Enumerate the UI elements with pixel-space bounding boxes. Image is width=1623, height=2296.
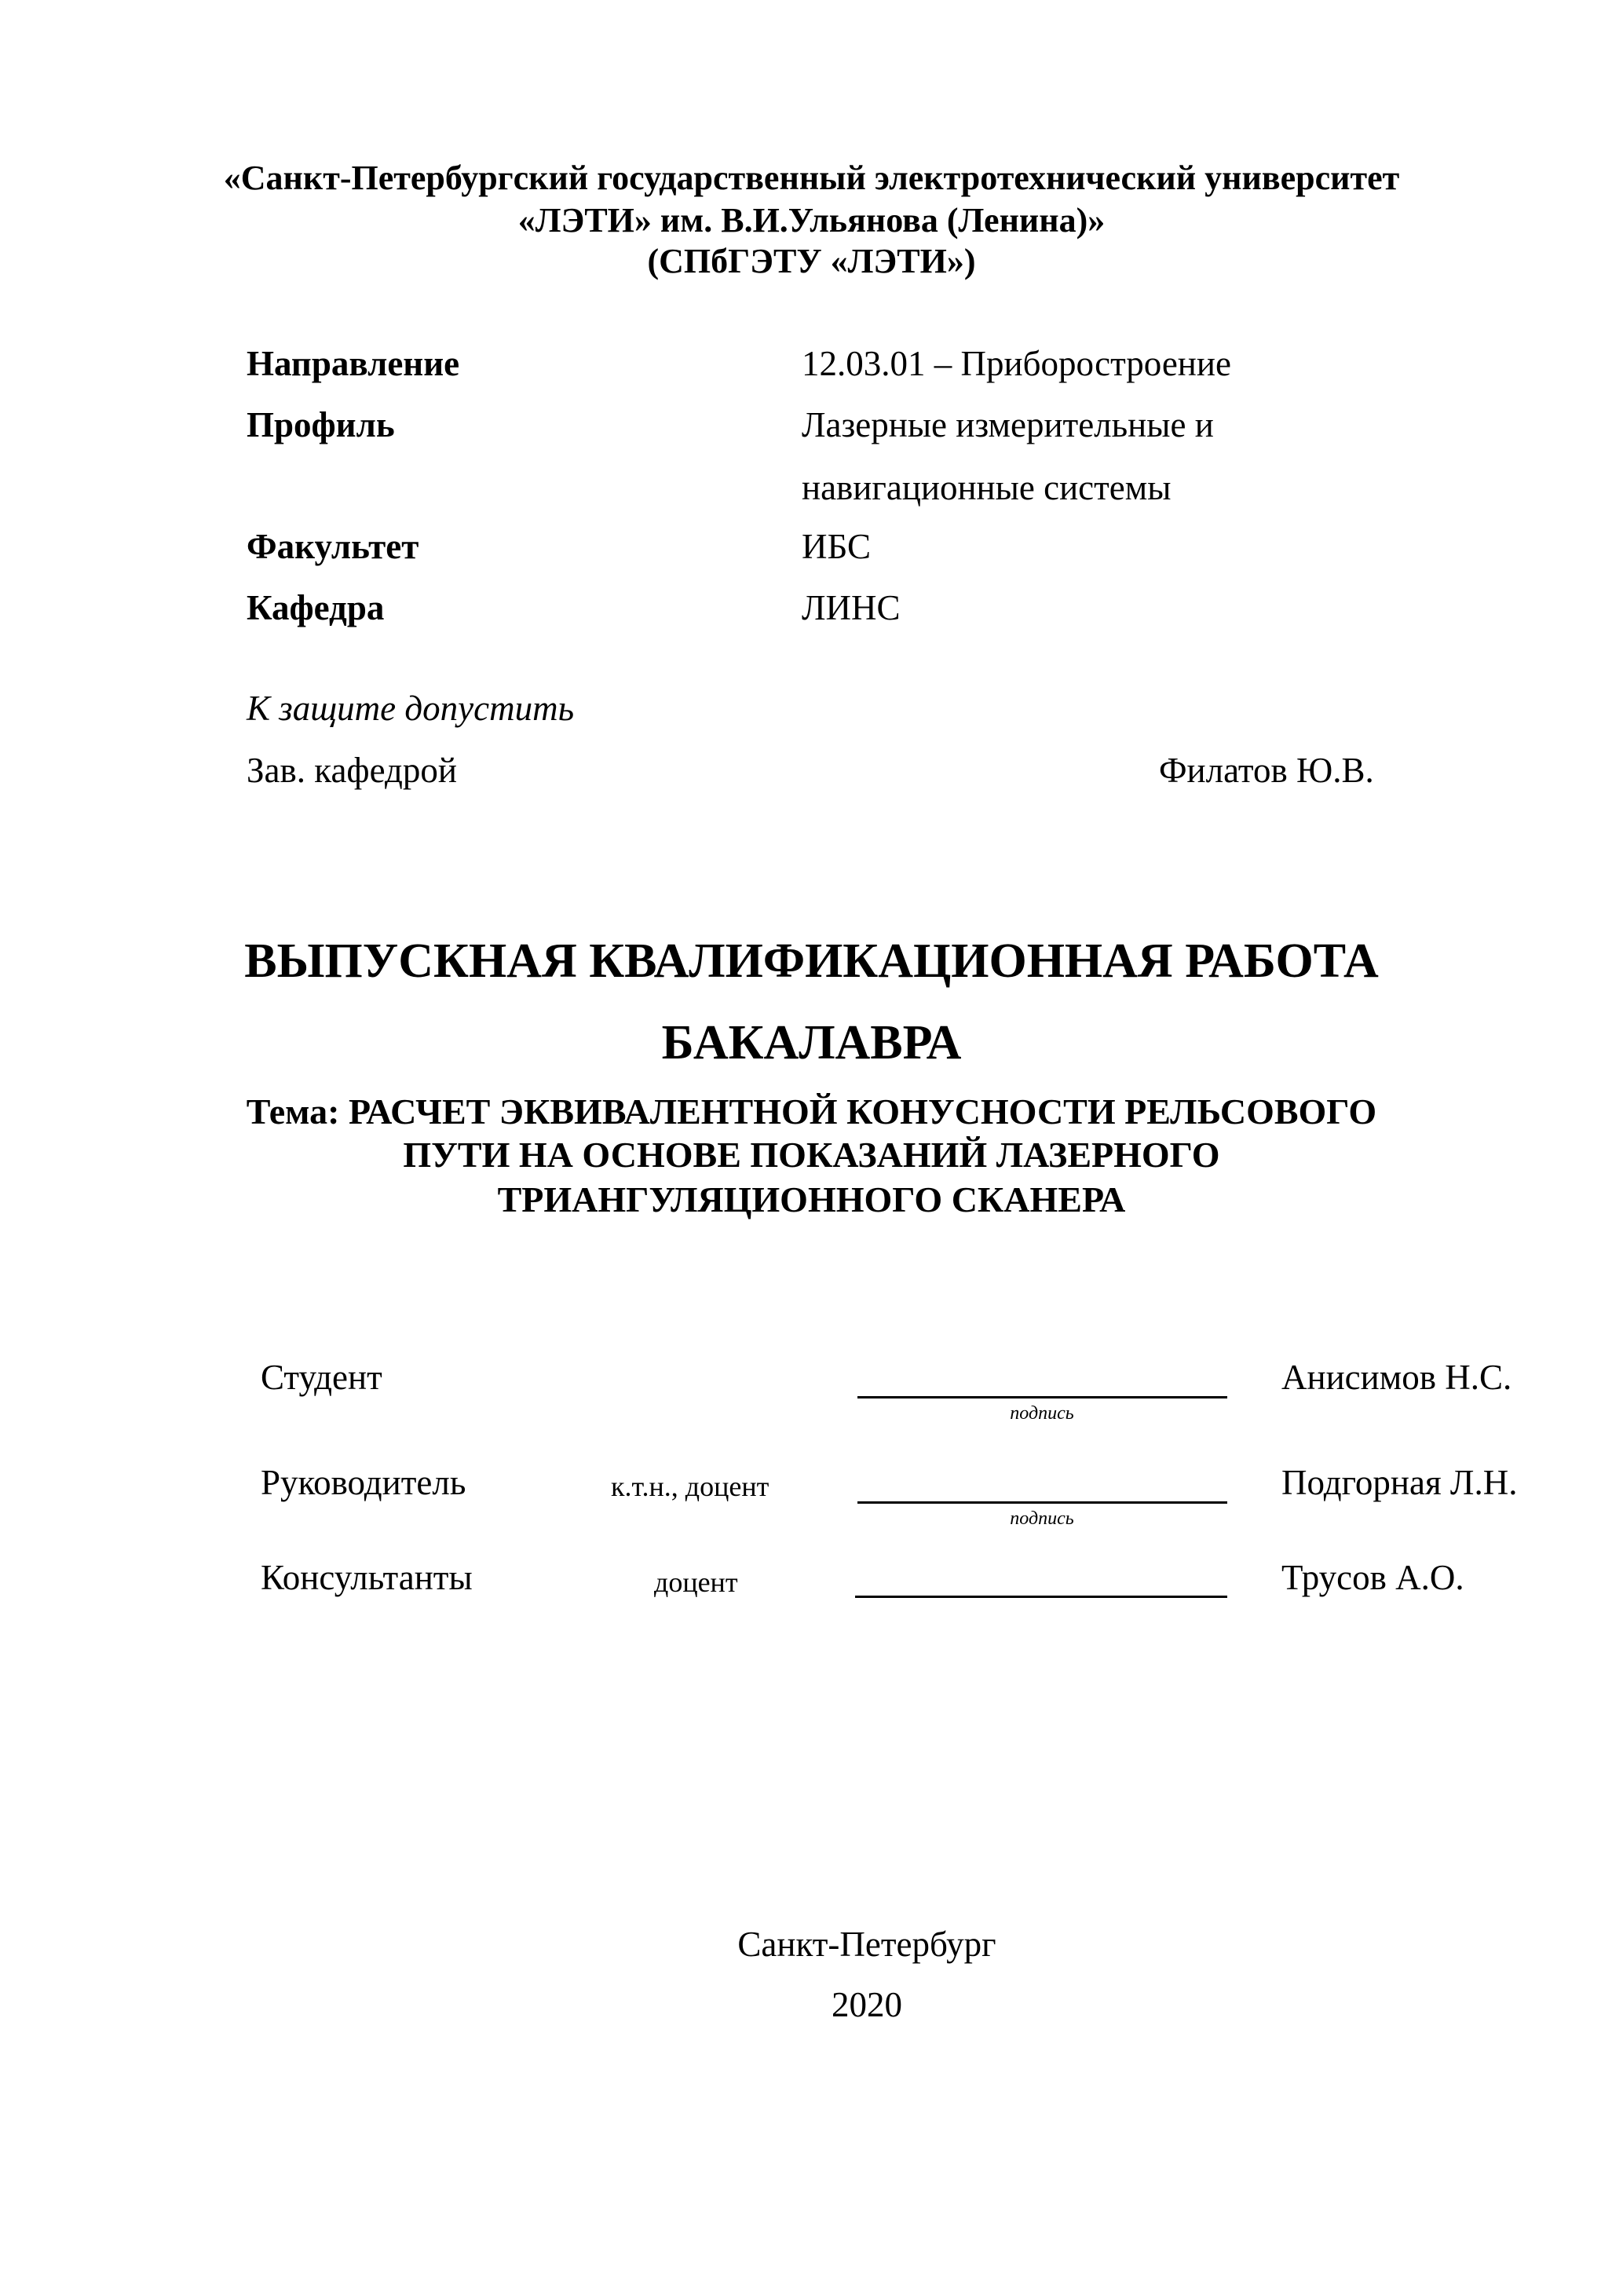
signature-line-consultant (855, 1596, 1227, 1598)
position-supervisor: к.т.н., доцент (611, 1471, 769, 1502)
document-title: ВЫПУСКНАЯ КВАЛИФИКАЦИОННАЯ РАБОТА (244, 934, 1379, 988)
topic-line3: ТРИАНГУЛЯЦИОННОГО СКАНЕРА (497, 1179, 1126, 1219)
info-value-faculty: ИБС (802, 527, 872, 566)
head-of-department-name: Филатов Ю.В. (1159, 751, 1374, 790)
head-of-department-label: Зав. кафедрой (247, 751, 457, 790)
year: 2020 (832, 1985, 902, 2024)
signature-line-supervisor (857, 1501, 1227, 1504)
topic-line1: Тема: РАСЧЕТ ЭКВИВАЛЕНТНОЙ КОНУСНОСТИ РЕЛЬСОВОГО (246, 1091, 1377, 1132)
info-value-profile: Лазерные измерительные и (802, 405, 1214, 444)
position-consultant: доцент (654, 1567, 738, 1598)
role-consultants: Консультанты (261, 1558, 473, 1597)
info-value-profile-cont: навигационные системы (802, 468, 1172, 507)
role-student: Студент (261, 1358, 382, 1397)
name-student: Анисимов Н.С. (1281, 1358, 1512, 1397)
admit-to-defense: К защите допустить (247, 689, 575, 728)
info-label-direction: Направление (247, 344, 460, 383)
city: Санкт-Петербург (737, 1925, 996, 1964)
info-label-department: Кафедра (247, 588, 385, 627)
role-supervisor: Руководитель (261, 1463, 466, 1502)
university-abbreviation: (СПбГЭТУ «ЛЭТИ») (647, 242, 976, 280)
signature-caption-supervisor: подпись (1010, 1508, 1074, 1529)
university-name-line1: «Санкт-Петербургский государственный электротехнический университет (223, 159, 1400, 197)
info-value-direction: 12.03.01 – Приборостроение (802, 344, 1231, 383)
signature-caption-student: подпись (1010, 1403, 1074, 1424)
info-label-faculty: Факультет (247, 527, 419, 566)
name-supervisor: Подгорная Л.Н. (1281, 1463, 1518, 1502)
topic-line2: ПУТИ НА ОСНОВЕ ПОКАЗАНИЙ ЛАЗЕРНОГО (403, 1135, 1220, 1175)
signature-line-student (857, 1396, 1227, 1398)
info-value-department: ЛИНС (802, 588, 901, 627)
document-title-degree: БАКАЛАВРА (661, 1016, 962, 1069)
name-consultant: Трусов А.О. (1281, 1558, 1464, 1597)
university-name-line2: «ЛЭТИ» им. В.И.Ульянова (Ленина)» (517, 201, 1106, 239)
info-label-profile: Профиль (247, 405, 395, 444)
